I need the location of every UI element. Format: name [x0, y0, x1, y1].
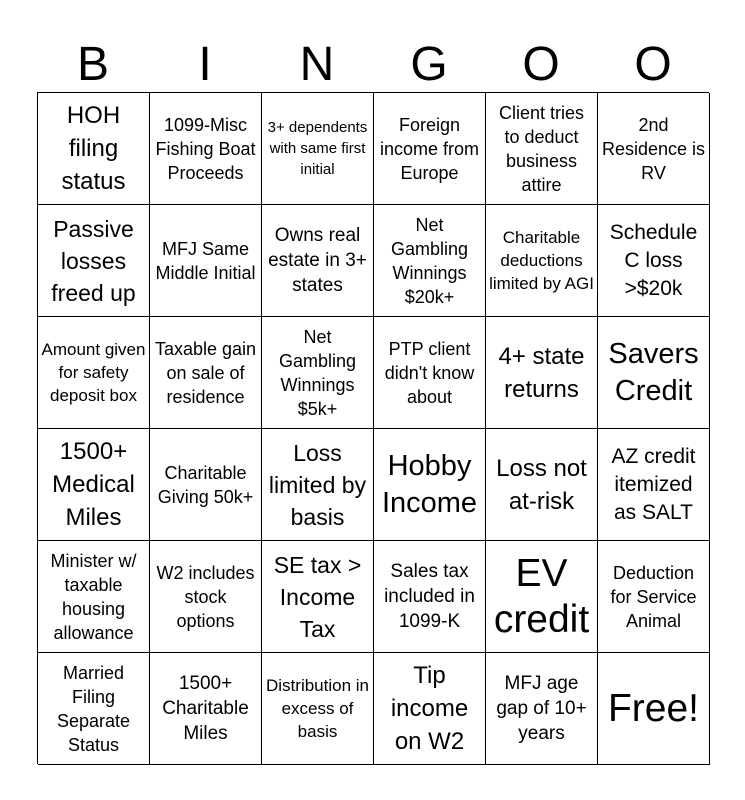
cell-text: Net Gambling Winnings $5k+ [278, 326, 357, 419]
cell-text: AZ credit itemized as SALT [611, 444, 696, 524]
cell-text: Savers Credit [608, 337, 699, 407]
bingo-cell[interactable] [262, 541, 374, 653]
bingo-header [37, 36, 709, 94]
header-letter-o: O [522, 38, 560, 91]
free-space-cell[interactable] [598, 653, 710, 765]
bingo-cell[interactable] [374, 541, 486, 653]
bingo-cell[interactable] [598, 429, 710, 541]
cell-text: 1500+ Charitable Miles [162, 673, 249, 744]
header-letter-g: G [410, 38, 448, 91]
header-letter-b: B [76, 38, 109, 91]
bingo-board [37, 92, 709, 764]
cell-text: 4+ state returns [498, 342, 585, 403]
bingo-cell[interactable] [262, 653, 374, 765]
cell-text: Charitable deductions limited by AGI [489, 228, 594, 293]
bingo-cell[interactable] [150, 317, 262, 429]
cell-text: Schedule C loss >$20k [609, 220, 698, 300]
cell-text: 3+ dependents with same first initial [267, 119, 368, 178]
cell-text: Hobby Income [381, 449, 478, 519]
free-space-text: Free! [607, 686, 700, 730]
cell-text: Loss limited by basis [268, 439, 367, 530]
bingo-cell[interactable] [38, 93, 150, 205]
bingo-cell[interactable] [486, 317, 598, 429]
bingo-cell[interactable] [374, 653, 486, 765]
cell-text: W2 includes stock options [156, 562, 255, 631]
bingo-cell[interactable] [486, 205, 598, 317]
cell-text: Client tries to deduct business attire [498, 102, 585, 195]
cell-text: Charitable Giving 50k+ [157, 462, 254, 507]
bingo-cell[interactable] [374, 317, 486, 429]
bingo-cell[interactable] [486, 429, 598, 541]
header-letter-n: N [299, 38, 335, 91]
bingo-cell[interactable] [38, 653, 150, 765]
cell-text: Foreign income from Europe [379, 114, 480, 183]
bingo-cell[interactable] [486, 541, 598, 653]
bingo-cell[interactable] [38, 205, 150, 317]
bingo-cell[interactable] [38, 541, 150, 653]
cell-text: 1500+ Medical Miles [52, 438, 135, 531]
bingo-cell[interactable] [262, 429, 374, 541]
cell-text: EV credit [493, 551, 590, 641]
cell-text: Tip income on W2 [390, 662, 469, 755]
cell-text: Amount given for safety deposit box [41, 340, 146, 405]
bingo-cell[interactable] [150, 429, 262, 541]
cell-text: MFJ Same Middle Initial [155, 238, 256, 283]
bingo-cell[interactable] [598, 93, 710, 205]
cell-text: MFJ age gap of 10+ years [496, 673, 587, 744]
bingo-cell[interactable] [486, 653, 598, 765]
cell-text: Taxable gain on sale of residence [154, 338, 257, 407]
bingo-cell[interactable] [262, 93, 374, 205]
bingo-cell[interactable] [598, 317, 710, 429]
bingo-cell[interactable] [598, 541, 710, 653]
cell-text: Distribution in excess of basis [266, 676, 369, 741]
bingo-cell[interactable] [374, 429, 486, 541]
cell-text: Net Gambling Winnings $20k+ [390, 214, 469, 307]
cell-text: HOH filing status [61, 102, 126, 195]
cell-text: PTP client didn't know about [384, 338, 475, 407]
bingo-cell[interactable] [486, 93, 598, 205]
bingo-cell[interactable] [38, 429, 150, 541]
cell-text: Minister w/ taxable housing allowance [50, 550, 137, 643]
bingo-cell[interactable] [598, 205, 710, 317]
bingo-cell[interactable] [262, 205, 374, 317]
bingo-cell[interactable] [150, 205, 262, 317]
bingo-cell[interactable] [262, 317, 374, 429]
bingo-cell[interactable] [38, 317, 150, 429]
cell-text: Deduction for Service Animal [610, 562, 697, 631]
cell-text: Loss not at-risk [496, 454, 587, 515]
header-letter-o-2: O [634, 38, 672, 91]
header-letter-i: I [198, 38, 212, 91]
bingo-cell[interactable] [150, 653, 262, 765]
cell-text: Sales tax included in 1099-K [384, 561, 475, 632]
cell-text: Owns real estate in 3+ states [268, 225, 367, 296]
cell-text: 2nd Residence is RV [601, 114, 706, 183]
cell-text: 1099-Misc Fishing Boat Proceeds [155, 114, 256, 183]
bingo-cell[interactable] [150, 93, 262, 205]
bingo-cell[interactable] [150, 541, 262, 653]
cell-text: Passive losses freed up [51, 215, 136, 306]
cell-text: Married Filing Separate Status [56, 662, 131, 755]
bingo-cell[interactable] [374, 205, 486, 317]
cell-text: SE tax > Income Tax [273, 551, 362, 642]
bingo-cell[interactable] [374, 93, 486, 205]
